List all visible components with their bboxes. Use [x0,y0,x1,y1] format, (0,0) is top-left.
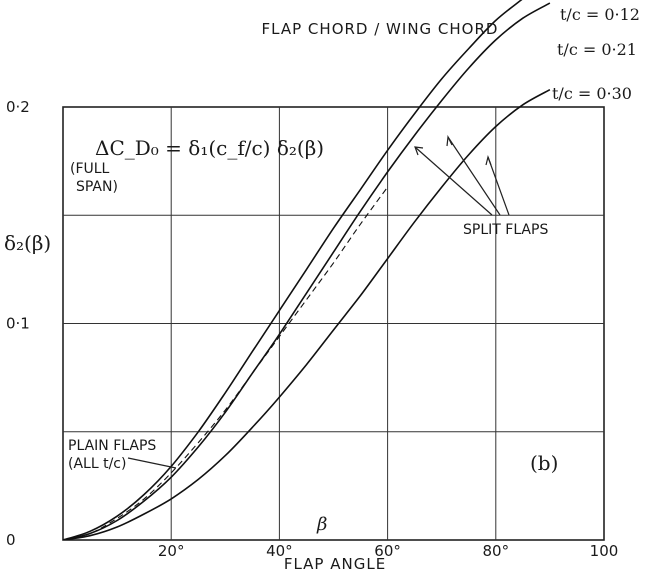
series-group [63,0,550,540]
x-tick-label: 60° [374,542,401,560]
formula: ΔC_D₀ = δ₁(c_f/c) δ₂(β) [95,136,325,160]
x-tick-label: 40° [266,542,293,560]
panel-label: (b) [530,451,559,475]
curve-label-021: t/c = 0·21 [557,40,637,59]
plain-flaps-subtitle: (ALL t/c) [68,456,127,472]
plain-flaps-label: PLAIN FLAPS [68,438,157,454]
formula-note-line1: (FULL [70,161,110,177]
x-tick-label: 20° [157,542,185,560]
curve-label-030: t/c = 0·30 [552,84,632,103]
x-symbol: β [317,514,328,535]
grid [63,107,604,540]
curve-label-012: t/c = 0·12 [560,5,640,24]
x-axis-label: FLAP ANGLE [283,555,387,573]
plain-flaps-leader [128,458,176,468]
x-tick-label: 80° [482,542,510,560]
y-tick-label: 0·1 [6,314,30,333]
x-tick-label: 100 [589,542,619,560]
split-flaps-label: SPLIT FLAPS [463,222,549,238]
chart-title: FLAP CHORD / WING CHORD [261,20,499,38]
y-tick-label: 0·2 [6,98,30,116]
y-axis-label: δ₂(β) [4,231,52,255]
formula-note-line2: SPAN) [76,179,118,195]
y-tick-label: 0 [6,531,16,549]
plain-flaps-curve [63,187,388,540]
